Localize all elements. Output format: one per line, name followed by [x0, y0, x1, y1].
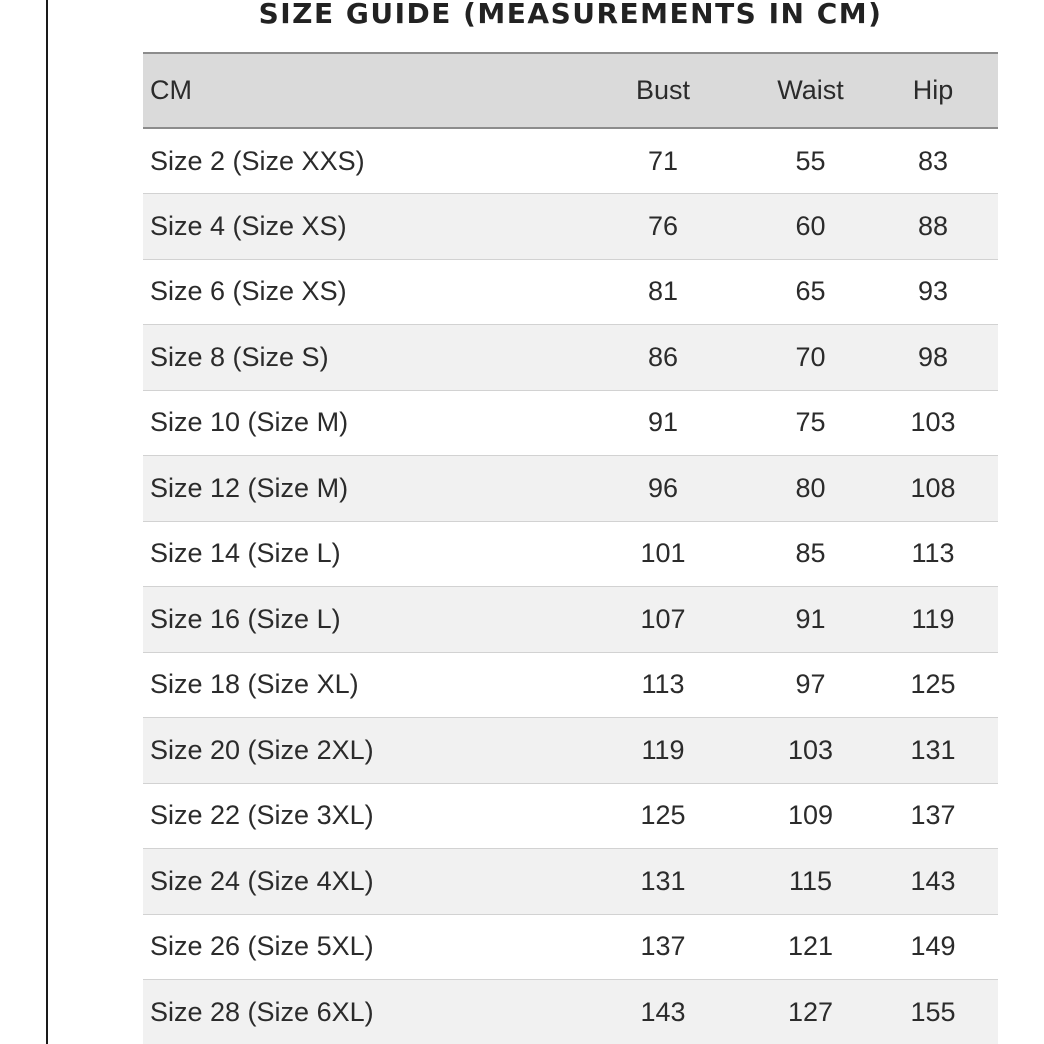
table-row — [143, 718, 998, 784]
hip-cell: 113 — [868, 521, 998, 587]
waist-cell: 97 — [753, 652, 868, 718]
bust-cell: 143 — [573, 980, 753, 1044]
size-label-cell: Size 4 (Size XS) — [143, 194, 573, 260]
hip-cell: 155 — [868, 980, 998, 1044]
table-row — [143, 849, 998, 915]
bust-cell: 96 — [573, 456, 753, 522]
bust-cell: 137 — [573, 914, 753, 980]
hip-cell: 131 — [868, 718, 998, 784]
waist-cell: 75 — [753, 390, 868, 456]
waist-cell: 91 — [753, 587, 868, 653]
bust-cell: 86 — [573, 325, 753, 391]
waist-cell: 60 — [753, 194, 868, 260]
table-row — [143, 128, 998, 194]
waist-cell: 70 — [753, 325, 868, 391]
left-divider — [46, 0, 48, 1044]
bust-cell: 76 — [573, 194, 753, 260]
bust-cell: 81 — [573, 259, 753, 325]
waist-cell: 127 — [753, 980, 868, 1044]
hip-cell: 93 — [868, 259, 998, 325]
header-row — [143, 53, 998, 128]
table-row — [143, 783, 998, 849]
hip-cell: 83 — [868, 128, 998, 194]
waist-cell: 85 — [753, 521, 868, 587]
bust-cell: 125 — [573, 783, 753, 849]
bust-cell: 107 — [573, 587, 753, 653]
bust-cell: 91 — [573, 390, 753, 456]
size-label-cell: Size 26 (Size 5XL) — [143, 914, 573, 980]
table-row — [143, 194, 998, 260]
table-row — [143, 325, 998, 391]
waist-cell: 109 — [753, 783, 868, 849]
hip-cell: 149 — [868, 914, 998, 980]
table-row — [143, 456, 998, 522]
waist-cell: 55 — [753, 128, 868, 194]
hip-cell: 88 — [868, 194, 998, 260]
hip-cell: 98 — [868, 325, 998, 391]
bust-cell: 119 — [573, 718, 753, 784]
bust-cell: 113 — [573, 652, 753, 718]
size-guide-table — [143, 52, 998, 1044]
bust-cell: 131 — [573, 849, 753, 915]
size-label-cell: Size 2 (Size XXS) — [143, 128, 573, 194]
hip-cell: 103 — [868, 390, 998, 456]
size-label-cell: Size 18 (Size XL) — [143, 652, 573, 718]
size-label-cell: Size 12 (Size M) — [143, 456, 573, 522]
size-label-cell: Size 14 (Size L) — [143, 521, 573, 587]
bust-cell: 101 — [573, 521, 753, 587]
table-body — [143, 128, 998, 1044]
size-label-cell: Size 6 (Size XS) — [143, 259, 573, 325]
table-row — [143, 652, 998, 718]
size-label-cell: Size 8 (Size S) — [143, 325, 573, 391]
waist-cell: 103 — [753, 718, 868, 784]
table-row — [143, 390, 998, 456]
header-hip: Hip — [868, 53, 998, 128]
size-label-cell: Size 28 (Size 6XL) — [143, 980, 573, 1044]
table-row — [143, 521, 998, 587]
header-waist: Waist — [753, 53, 868, 128]
table-row — [143, 587, 998, 653]
header-cm: CM — [143, 53, 573, 128]
table-row — [143, 259, 998, 325]
waist-cell: 121 — [753, 914, 868, 980]
size-label-cell: Size 16 (Size L) — [143, 587, 573, 653]
size-guide-title: SIZE GUIDE (MEASUREMENTS IN CM) — [258, 0, 883, 30]
bust-cell: 71 — [573, 128, 753, 194]
table-row — [143, 914, 998, 980]
hip-cell: 108 — [868, 456, 998, 522]
hip-cell: 137 — [868, 783, 998, 849]
waist-cell: 65 — [753, 259, 868, 325]
hip-cell: 143 — [868, 849, 998, 915]
table-header — [143, 53, 998, 128]
waist-cell: 80 — [753, 456, 868, 522]
hip-cell: 125 — [868, 652, 998, 718]
waist-cell: 115 — [753, 849, 868, 915]
size-label-cell: Size 10 (Size M) — [143, 390, 573, 456]
header-bust: Bust — [573, 53, 753, 128]
table-row — [143, 980, 998, 1044]
size-label-cell: Size 24 (Size 4XL) — [143, 849, 573, 915]
hip-cell: 119 — [868, 587, 998, 653]
size-label-cell: Size 20 (Size 2XL) — [143, 718, 573, 784]
size-label-cell: Size 22 (Size 3XL) — [143, 783, 573, 849]
